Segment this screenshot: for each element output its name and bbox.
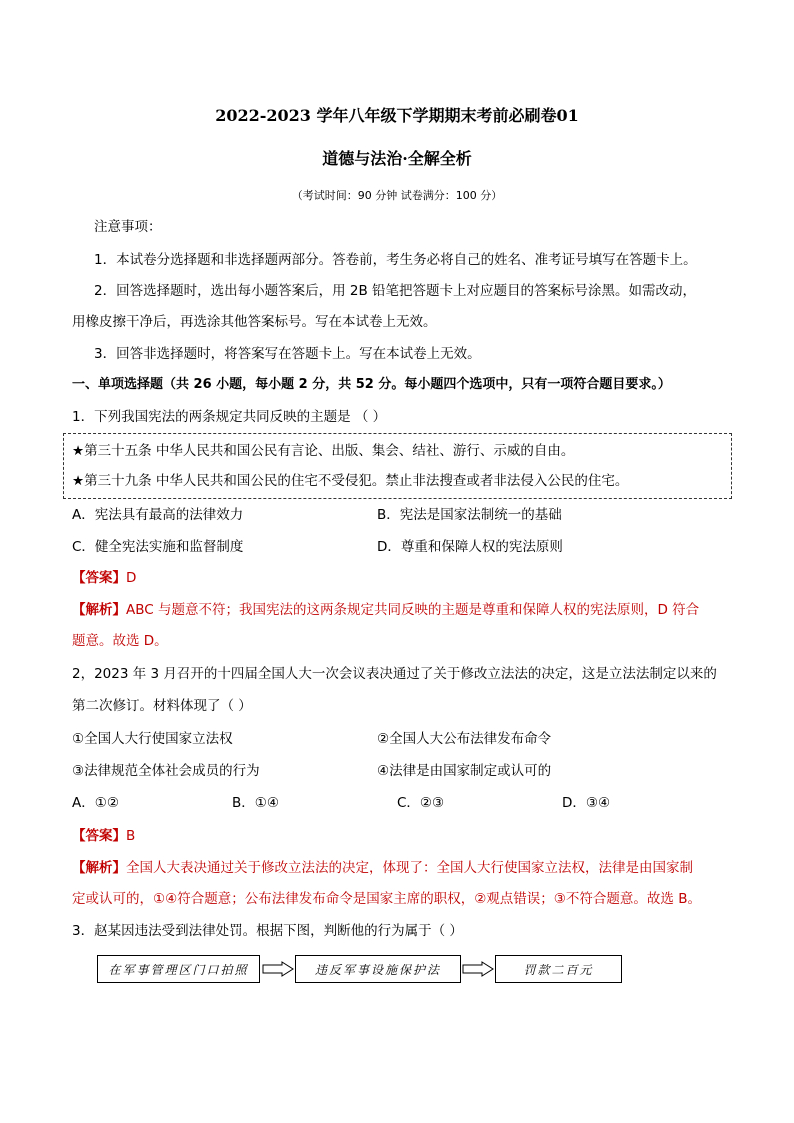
q1-analysis-text-1: ABC 与题意不符；我国宪法的这两条规定共同反映的主题是尊重和保障人权的宪法原则，D 符合	[126, 602, 700, 618]
q1-answer-label: 【答案】	[72, 570, 126, 586]
q2-answer-value: B	[126, 828, 136, 844]
q3-flow-arrow-2	[462, 961, 494, 977]
notice-item-3: 3．回答非选择题时，将答案写在答题卡上。写在本试卷上无效。	[94, 346, 481, 362]
q2-statement-3: ③法律规范全体社会成员的行为	[72, 763, 260, 779]
q2-answer	[72, 826, 135, 846]
q1-answer	[72, 568, 136, 588]
q2-option-b: B．①④	[232, 795, 279, 811]
q2-option-c: C．②③	[397, 795, 445, 811]
q1-answer-value: D	[126, 570, 137, 586]
q1-box-line-1: ★第三十五条 中华人民共和国公民有言论、出版、集会、结社、游行、示威的自由。	[72, 443, 575, 459]
q1-option-c: C．健全宪法实施和监督制度	[72, 539, 244, 555]
q3-flow-arrow-1	[262, 961, 294, 977]
q2-option-a: A．①②	[72, 795, 119, 811]
q1-analysis-label: 【解析】	[72, 602, 126, 618]
q1-analysis-2: 题意。故选 D。	[72, 633, 168, 649]
exam-subtitle: 道德与法治·全解全析	[322, 149, 472, 168]
q3-flow-step-1: 在军事管理区门口拍照	[97, 955, 260, 983]
exam-info: （考试时间：90 分钟 试卷满分：100 分）	[291, 189, 503, 202]
q2-statement-2: ②全国人大公布法律发布命令	[377, 731, 552, 747]
notice-item-1: 1．本试卷分选择题和非选择题两部分。答卷前，考生务必将自己的姓名、准考证号填写在答题卡上。	[94, 252, 697, 268]
q1-box-line-2: ★第三十九条 中华人民共和国公民的住宅不受侵犯。禁止非法搜查或者非法侵入公民的住宅。	[72, 473, 629, 489]
q3-stem: 3．赵某因违法受到法律处罚。根据下图，判断他的行为属于（ ）	[72, 923, 463, 939]
q2-analysis-2: 定或认可的，①④符合题意；公布法律发布命令是国家主席的职权，②观点错误；③不符合题意。故选 B。	[72, 891, 701, 907]
q2-analysis-1	[72, 858, 693, 878]
q2-stem-2: 第二次修订。材料体现了（ ）	[72, 698, 252, 714]
q2-option-d: D．③④	[562, 795, 611, 811]
q3-flow-step-2: 违反军事设施保护法	[295, 955, 461, 983]
q3-flow-step-3: 罚款二百元	[495, 955, 622, 983]
q1-option-d: D．尊重和保障人权的宪法原则	[377, 539, 563, 555]
q2-stem-1: 2，2023 年 3 月召开的十四届全国人大一次会议表决通过了关于修改立法法的决定，这是立法法制定以来的	[72, 666, 717, 682]
q2-statement-4: ④法律是由国家制定或认可的	[377, 763, 552, 779]
q1-option-b: B．宪法是国家法制统一的基础	[377, 507, 562, 523]
notice-heading: 注意事项：	[94, 219, 162, 235]
exam-title: 2022-2023 学年八年级下学期期末考前必刷卷01	[215, 106, 579, 125]
q2-analysis-text-1: 全国人大表决通过关于修改立法法的决定，体现了：全国人大行使国家立法权，法律是由国家制	[126, 860, 693, 876]
notice-item-2: 2．回答选择题时，选出每小题答案后，用 2B 铅笔把答题卡上对应题目的答案标号涂黑。如需改动，	[94, 283, 697, 299]
notice-item-2-cont: 用橡皮擦干净后，再选涂其他答案标号。写在本试卷上无效。	[72, 314, 437, 330]
section-heading: 一、单项选择题（共 26 小题，每小题 2 分，共 52 分。每小题四个选项中，只有一项符合题目要求。）	[72, 377, 671, 392]
q1-stem: 1．下列我国宪法的两条规定共同反映的主题是 （ ）	[72, 409, 387, 425]
q2-analysis-label: 【解析】	[72, 860, 126, 876]
q1-analysis-1	[72, 600, 699, 620]
q2-statement-1: ①全国人大行使国家立法权	[72, 731, 233, 747]
q1-option-a: A．宪法具有最高的法律效力	[72, 507, 244, 523]
q2-answer-label: 【答案】	[72, 828, 126, 844]
